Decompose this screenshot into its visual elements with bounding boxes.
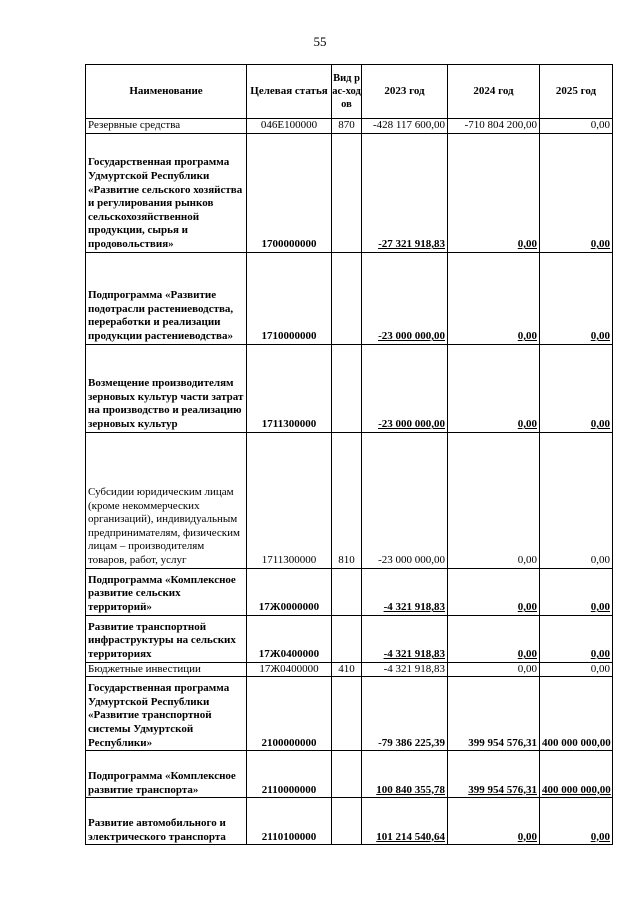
row-kind: 810 bbox=[332, 432, 362, 568]
row-2023: -23 000 000,00 bbox=[362, 252, 448, 344]
row-name: Подпрограмма «Комплексное развитие сельских территорий» bbox=[86, 568, 247, 615]
row-code: 17Ж0400000 bbox=[247, 662, 332, 677]
row-kind bbox=[332, 615, 362, 662]
row-name: Бюджетные инвестиции bbox=[86, 662, 247, 677]
row-2025: 0,00 bbox=[540, 568, 613, 615]
row-kind: 870 bbox=[332, 119, 362, 134]
row-2024: 0,00 bbox=[448, 432, 540, 568]
row-2024: -710 804 200,00 bbox=[448, 119, 540, 134]
page-number: 55 bbox=[313, 34, 327, 49]
row-kind bbox=[332, 344, 362, 432]
budget-table bbox=[85, 64, 613, 845]
row-name: Государственная программа Удмуртской Республики «Развитие транспортной системы Удмуртской Республики» bbox=[86, 677, 247, 751]
row-2024: 0,00 bbox=[448, 798, 540, 845]
header-name: Наименование bbox=[86, 65, 247, 119]
row-kind bbox=[332, 133, 362, 252]
row-name: Возмещение производителям зерновых культур части затрат на производство и реализацию зерновых культур bbox=[86, 344, 247, 432]
row-name: Развитие транспортной инфраструктуры на сельских территориях bbox=[86, 615, 247, 662]
row-2025: 400 000 000,00 bbox=[540, 677, 613, 751]
row-2025: 400 000 000,00 bbox=[540, 751, 613, 798]
table-row bbox=[86, 615, 613, 662]
row-2024: 0,00 bbox=[448, 568, 540, 615]
row-name: Субсидии юридическим лицам (кроме некоммерческих организаций), индивидуальным предпринимателям, физическим лицам – производителям товаров, работ, услуг bbox=[86, 432, 247, 568]
row-2023: -4 321 918,83 bbox=[362, 662, 448, 677]
row-code: 2110000000 bbox=[247, 751, 332, 798]
row-name: Подпрограмма «Развитие подотрасли растениеводства, переработки и реализации продукции растениеводства» bbox=[86, 252, 247, 344]
header-2025: 2025 год bbox=[540, 65, 613, 119]
row-2024: 399 954 576,31 bbox=[448, 751, 540, 798]
row-code: 17Ж0400000 bbox=[247, 615, 332, 662]
row-kind bbox=[332, 798, 362, 845]
table-row bbox=[86, 252, 613, 344]
row-2025: 0,00 bbox=[540, 432, 613, 568]
row-kind bbox=[332, 252, 362, 344]
table-row bbox=[86, 677, 613, 751]
table-header-row bbox=[86, 65, 613, 119]
row-2023: -4 321 918,83 bbox=[362, 615, 448, 662]
row-2025: 0,00 bbox=[540, 344, 613, 432]
row-2025: 0,00 bbox=[540, 798, 613, 845]
row-code: 1700000000 bbox=[247, 133, 332, 252]
row-2023: -27 321 918,83 bbox=[362, 133, 448, 252]
header-2023: 2023 год bbox=[362, 65, 448, 119]
row-code: 17Ж0000000 bbox=[247, 568, 332, 615]
row-code: 046E100000 bbox=[247, 119, 332, 134]
table-row bbox=[86, 751, 613, 798]
row-kind bbox=[332, 677, 362, 751]
row-2023: -23 000 000,00 bbox=[362, 432, 448, 568]
row-code: 1710000000 bbox=[247, 252, 332, 344]
row-2024: 0,00 bbox=[448, 133, 540, 252]
row-code: 2100000000 bbox=[247, 677, 332, 751]
row-code: 1711300000 bbox=[247, 432, 332, 568]
table-row bbox=[86, 798, 613, 845]
header-kind: Вид рас-ходов bbox=[332, 65, 362, 119]
row-2023: -23 000 000,00 bbox=[362, 344, 448, 432]
row-2023: -4 321 918,83 bbox=[362, 568, 448, 615]
row-2023: 101 214 540,64 bbox=[362, 798, 448, 845]
row-name: Государственная программа Удмуртской Республики «Развитие сельского хозяйства и регулирования рынков сельскохозяйственной продукции, сырья и продовольствия» bbox=[86, 133, 247, 252]
row-2024: 399 954 576,31 bbox=[448, 677, 540, 751]
row-name: Резервные средства bbox=[86, 119, 247, 134]
row-2024: 0,00 bbox=[448, 344, 540, 432]
row-kind: 410 bbox=[332, 662, 362, 677]
row-2025: 0,00 bbox=[540, 133, 613, 252]
row-2023: -428 117 600,00 bbox=[362, 119, 448, 134]
row-2025: 0,00 bbox=[540, 615, 613, 662]
row-2025: 0,00 bbox=[540, 119, 613, 134]
row-kind bbox=[332, 568, 362, 615]
row-2024: 0,00 bbox=[448, 615, 540, 662]
table-row bbox=[86, 133, 613, 252]
table-row bbox=[86, 568, 613, 615]
table-row bbox=[86, 119, 613, 134]
table-row bbox=[86, 662, 613, 677]
row-code: 2110100000 bbox=[247, 798, 332, 845]
row-2025: 0,00 bbox=[540, 662, 613, 677]
row-2024: 0,00 bbox=[448, 252, 540, 344]
header-code: Целевая статья bbox=[247, 65, 332, 119]
row-2023: -79 386 225,39 bbox=[362, 677, 448, 751]
row-kind bbox=[332, 751, 362, 798]
header-2024: 2024 год bbox=[448, 65, 540, 119]
table-row bbox=[86, 432, 613, 568]
row-2023: 100 840 355,78 bbox=[362, 751, 448, 798]
row-2024: 0,00 bbox=[448, 662, 540, 677]
table-row bbox=[86, 344, 613, 432]
row-name: Подпрограмма «Комплексное развитие транспорта» bbox=[86, 751, 247, 798]
row-name: Развитие автомобильного и электрического транспорта bbox=[86, 798, 247, 845]
row-2025: 0,00 bbox=[540, 252, 613, 344]
row-code: 1711300000 bbox=[247, 344, 332, 432]
